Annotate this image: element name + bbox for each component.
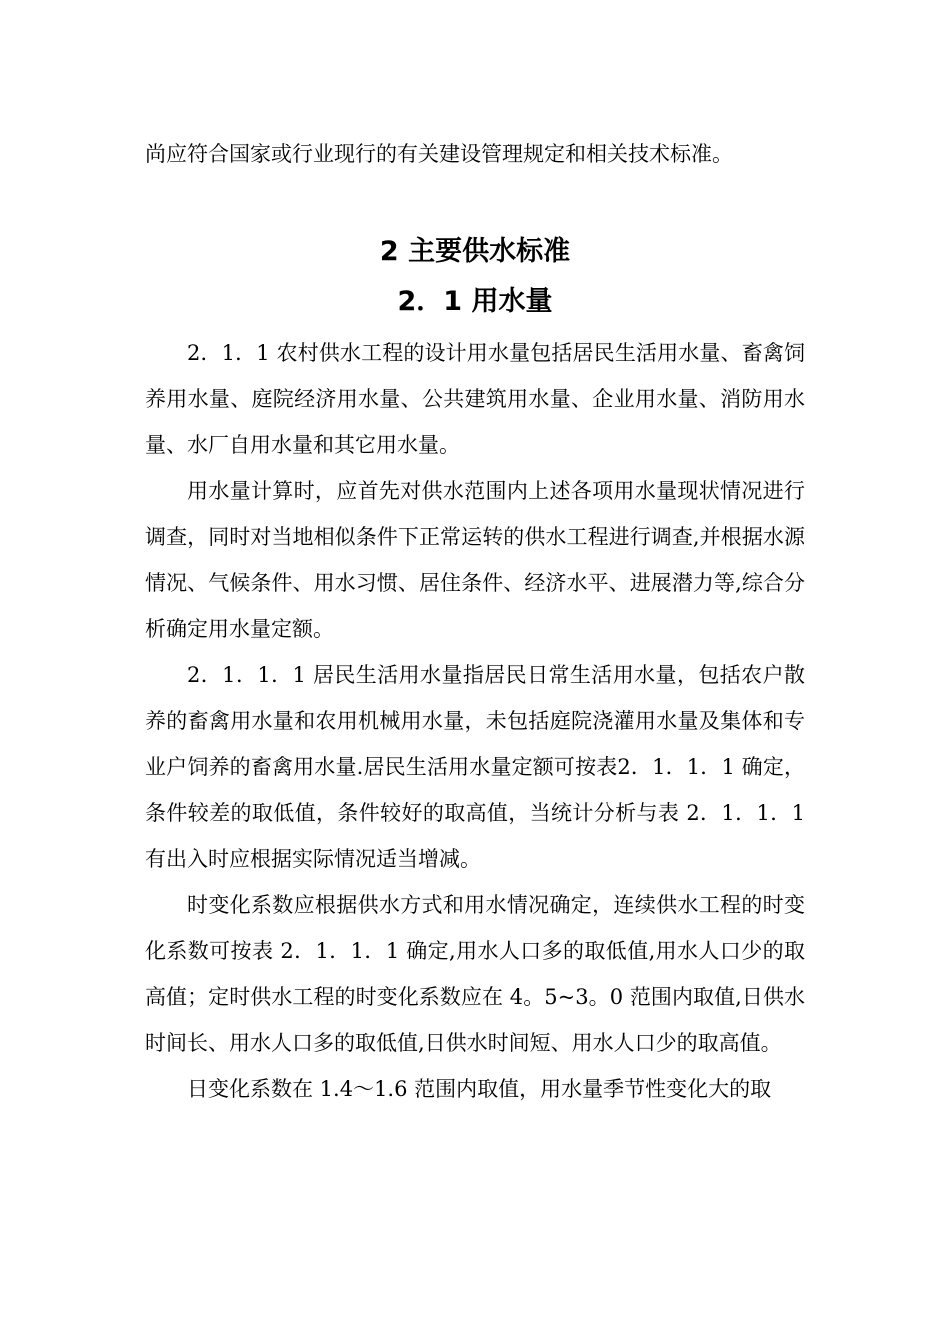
body-paragraph: 用水量计算时，应首先对供水范围内上述各项用水量现状情况进行调查，同时对当地相似条件下正常运转的供水工程进行调查,并根据水源情况、气候条件、用水习惯、居住条件、经济水平、进展潜力等,综合分析确定用水量定额。 [145,479,805,641]
body-paragraph: 2．1．1．1 居民生活用水量指居民日常生活用水量，包括农户散养的畜禽用水量和农用机械用水量，未包括庭院浇灌用水量及集体和专业户饲养的畜禽用水量.居民生活用水量定额可按表2．1．1．1 确定，条件较差的取低值，条件较好的取高值，当统计分析与表 2．1．1．1 有出入时应根据实际情况适当增减。 [145,663,805,871]
body-paragraph: 时变化系数应根据供水方式和用水情况确定，连续供水工程的时变化系数可按表 2．1．1．1 确定,用水人口多的取低值,用水人口少的取高值；定时供水工程的时变化系数应在 4。5~3。0 范围内取值,日供水时间长、用水人口多的取低值,日供水时间短、用水人口少的取高值。 [145,893,805,1055]
subsection-heading: 2．1 用水量 [397,286,553,317]
intro-paragraph-block [145,131,805,177]
body-paragraph: 2．1．1 农村供水工程的设计用水量包括居民生活用水量、畜禽饲养用水量、庭院经济用水量、公共建筑用水量、企业用水量、消防用水量、水厂自用水量和其它用水量。 [145,341,805,457]
body-text [145,330,805,1112]
section-heading: 2 主要供水标准 [379,236,571,267]
intro-paragraph: 尚应符合国家或行业现行的有关建设管理规定和相关技术标准。 [145,142,733,166]
body-paragraph: 日变化系数在 1.4～1.6 范围内取值，用水量季节性变化大的取 [187,1077,772,1101]
